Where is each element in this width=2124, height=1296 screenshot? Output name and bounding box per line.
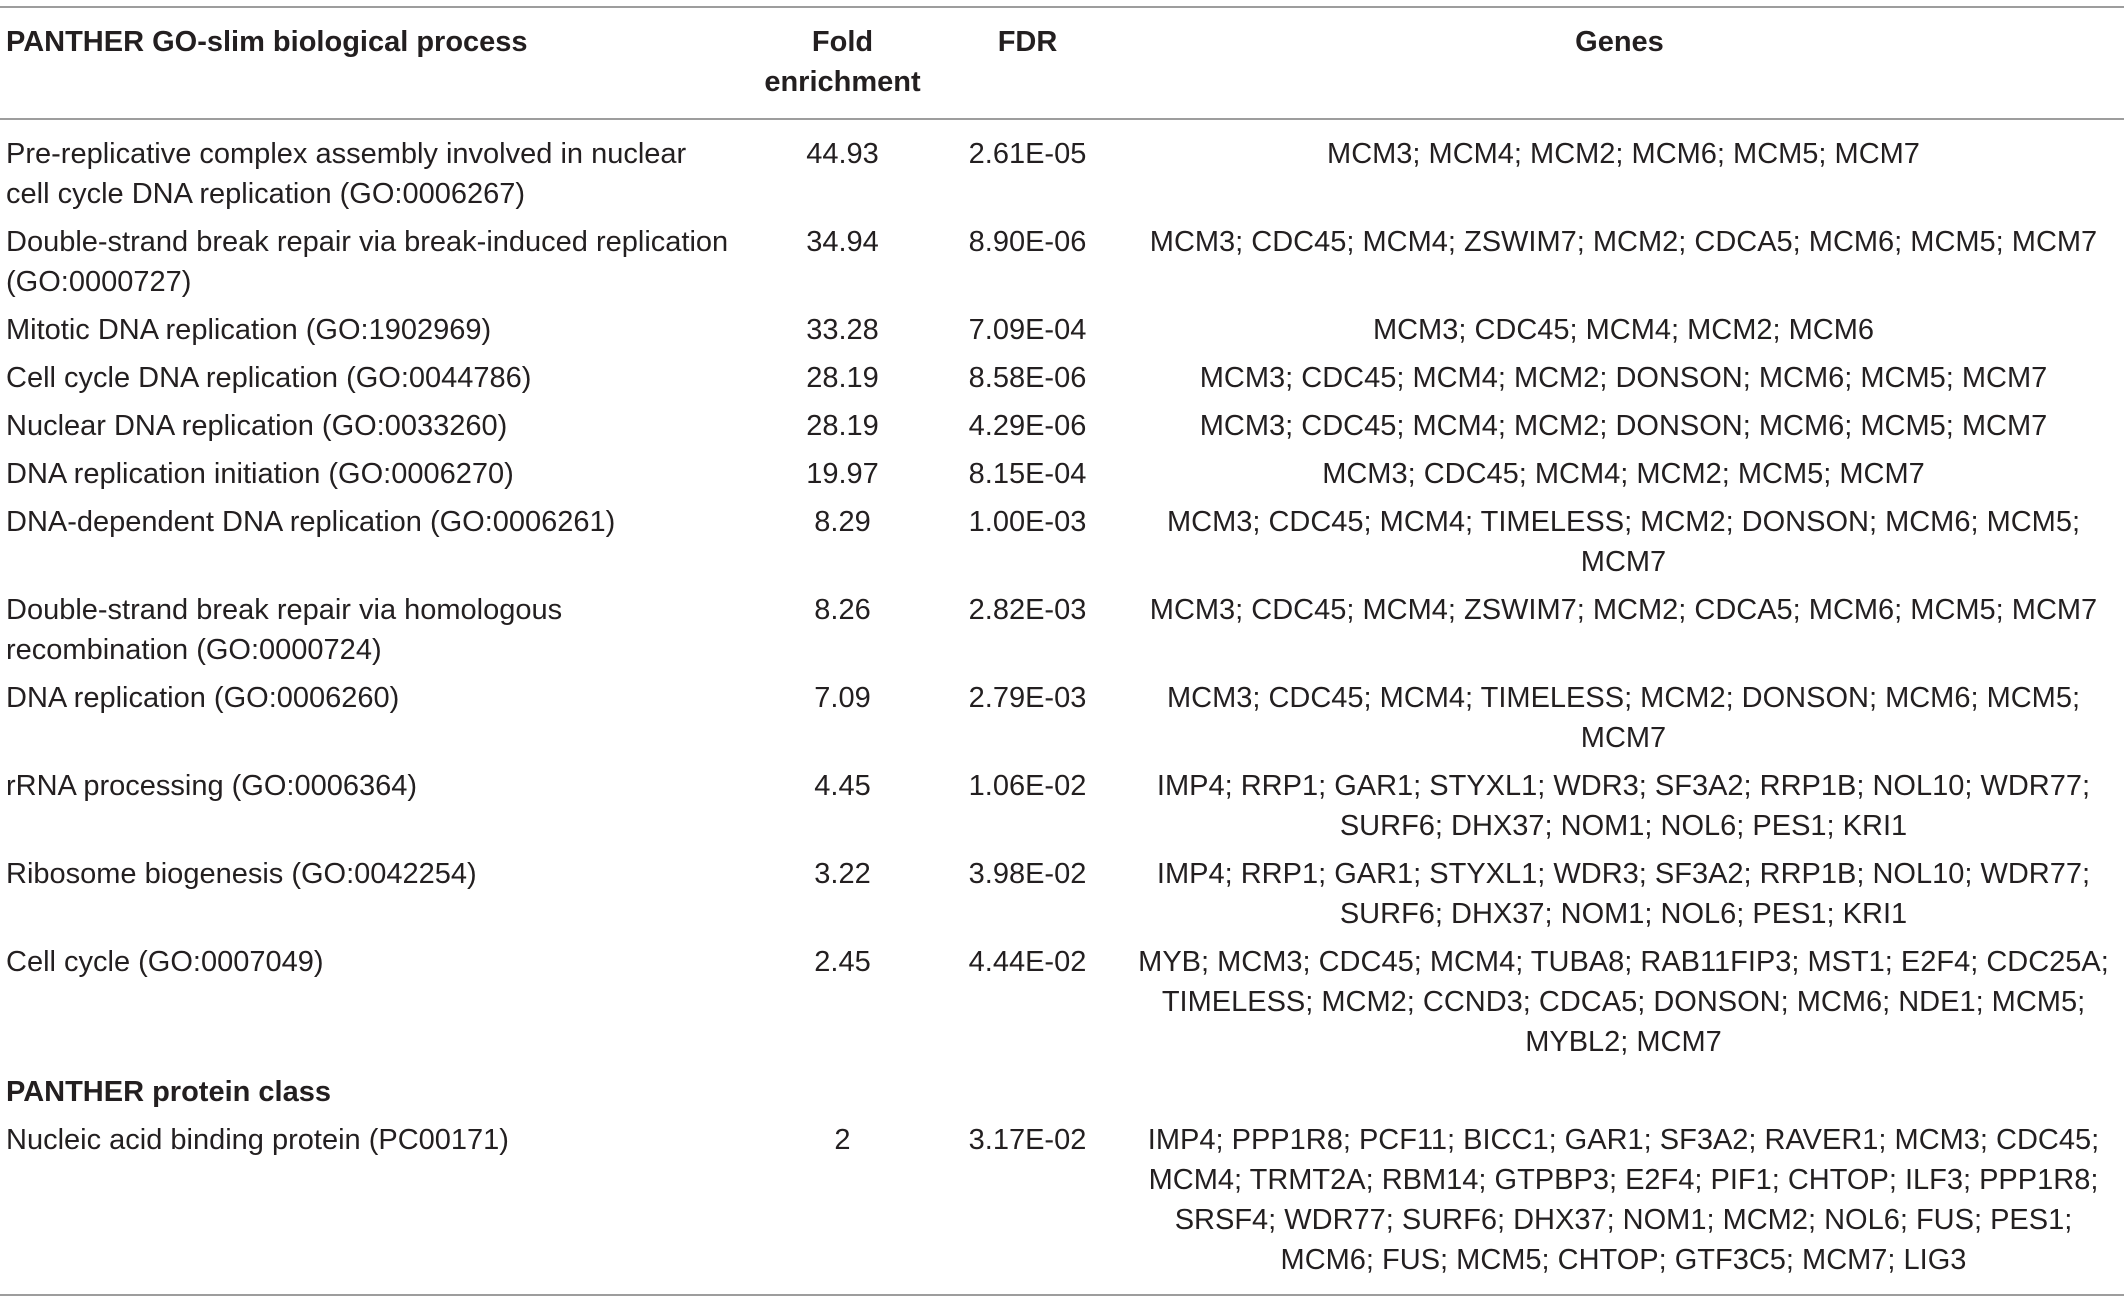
fold-cell: 33.28 xyxy=(806,314,879,346)
protein-class-section-title: PANTHER protein class xyxy=(6,1076,331,1108)
process-cell: Ribosome biogenesis (GO:0042254) xyxy=(6,858,477,890)
table-row xyxy=(0,218,2124,306)
table-row xyxy=(0,1116,2124,1295)
fdr-cell: 1.00E-03 xyxy=(968,506,1087,538)
genes-cell: MYB; MCM3; CDC45; MCM4; TUBA8; RAB11FIP3; MST1; E2F4; CDC25A; TIMELESS; MCM2; CCND3; CDCA5; DONSON; MCM6; NDE1; MCM5; MYBL2; MCM7 xyxy=(1138,946,2109,1058)
fold-cell: 28.19 xyxy=(806,410,879,442)
genes-cell: MCM3; CDC45; MCM4; MCM2; DONSON; MCM6; MCM5; MCM7 xyxy=(1199,362,2048,394)
process-cell: Mitotic DNA replication (GO:1902969) xyxy=(6,314,492,346)
section-header-row xyxy=(0,1066,2124,1116)
fdr-cell: 3.17E-02 xyxy=(940,1116,1115,1295)
table-header xyxy=(0,7,2124,119)
fdr-cell: 3.98E-02 xyxy=(968,858,1087,890)
fold-cell: 3.22 xyxy=(814,858,871,890)
fold-cell: 34.94 xyxy=(806,226,879,258)
process-cell: Pre-replicative complex assembly involved in nuclear cell cycle DNA replication (GO:0006267) xyxy=(6,138,687,210)
genes-cell: MCM3; MCM4; MCM2; MCM6; MCM5; MCM7 xyxy=(1327,138,1920,170)
process-cell: rRNA processing (GO:0006364) xyxy=(6,770,418,802)
enrichment-table xyxy=(0,6,2124,1296)
table-row xyxy=(0,119,2124,218)
process-cell: Double-strand break repair via homologous recombination (GO:0000724) xyxy=(6,594,563,666)
process-cell: Cell cycle (GO:0007049) xyxy=(6,946,324,978)
header-fold-line2: enrichment xyxy=(764,66,921,98)
fold-cell: 19.97 xyxy=(806,458,879,490)
process-cell: DNA replication initiation (GO:0006270) xyxy=(6,458,514,490)
fold-cell: 28.19 xyxy=(806,362,879,394)
fold-cell: 44.93 xyxy=(806,138,879,170)
genes-cell: MCM3; CDC45; MCM4; ZSWIM7; MCM2; CDCA5; MCM6; MCM5; MCM7 xyxy=(1149,226,2098,258)
fdr-cell: 2.61E-05 xyxy=(968,138,1087,170)
genes-cell: IMP4; RRP1; GAR1; STYXL1; WDR3; SF3A2; RRP1B; NOL10; WDR77; SURF6; DHX37; NOM1; NOL6; PES1; KRI1 xyxy=(1156,770,2091,842)
process-cell: Double-strand break repair via break-induced replication (GO:0000727) xyxy=(6,226,729,298)
header-fold-enrichment xyxy=(745,7,940,119)
genes-cell: MCM3; CDC45; MCM4; MCM2; MCM6 xyxy=(1372,314,1875,346)
table-row xyxy=(0,354,2124,402)
fdr-cell: 4.29E-06 xyxy=(968,410,1087,442)
header-fold-line1: Fold xyxy=(811,26,874,58)
process-cell: DNA-dependent DNA replication (GO:0006261) xyxy=(6,506,616,538)
genes-cell: IMP4; RRP1; GAR1; STYXL1; WDR3; SF3A2; RRP1B; NOL10; WDR77; SURF6; DHX37; NOM1; NOL6; PES1; KRI1 xyxy=(1156,858,2091,930)
table-row xyxy=(0,850,2124,938)
fold-cell: 8.26 xyxy=(814,594,871,626)
table-row xyxy=(0,498,2124,586)
fdr-cell: 4.44E-02 xyxy=(968,946,1087,978)
header-row xyxy=(0,7,2124,119)
header-fdr: FDR xyxy=(940,7,1115,119)
table-row xyxy=(0,586,2124,674)
fdr-cell: 8.15E-04 xyxy=(968,458,1087,490)
process-cell: Cell cycle DNA replication (GO:0044786) xyxy=(6,362,532,394)
table-row xyxy=(0,674,2124,762)
fdr-cell: 2.79E-03 xyxy=(968,682,1087,714)
fdr-cell: 2.82E-03 xyxy=(968,594,1087,626)
table-row xyxy=(0,402,2124,450)
process-cell: Nuclear DNA replication (GO:0033260) xyxy=(6,410,508,442)
fold-cell: 8.29 xyxy=(814,506,871,538)
genes-cell: IMP4; PPP1R8; PCF11; BICC1; GAR1; SF3A2; RAVER1; MCM3; CDC45; MCM4; TRMT2A; RBM14; GTPBP3; E2F4; PIF1; CHTOP; ILF3; PPP1R8; SRSF4; WDR77; SURF6; DHX37; NOM1; MCM2; NOL6; FUS; PES1; MCM6; FUS; MCM5; CHTOP; GTF3C5; MCM7; LIG3 xyxy=(1115,1116,2124,1295)
genes-cell: MCM3; CDC45; MCM4; MCM2; DONSON; MCM6; MCM5; MCM7 xyxy=(1199,410,2048,442)
fold-cell: 7.09 xyxy=(814,682,871,714)
fold-cell: 4.45 xyxy=(814,770,871,802)
table-row xyxy=(0,762,2124,850)
table-row xyxy=(0,450,2124,498)
fdr-cell: 8.58E-06 xyxy=(968,362,1087,394)
genes-cell: MCM3; CDC45; MCM4; ZSWIM7; MCM2; CDCA5; MCM6; MCM5; MCM7 xyxy=(1149,594,2098,626)
fold-cell: 2.45 xyxy=(814,946,871,978)
table-row xyxy=(0,306,2124,354)
process-cell: Nucleic acid binding protein (PC00171) xyxy=(0,1116,745,1295)
genes-cell: MCM3; CDC45; MCM4; TIMELESS; MCM2; DONSON; MCM6; MCM5; MCM7 xyxy=(1166,506,2081,578)
fdr-cell: 7.09E-04 xyxy=(968,314,1087,346)
genes-cell: MCM3; CDC45; MCM4; MCM2; MCM5; MCM7 xyxy=(1322,458,1925,490)
fold-cell: 2 xyxy=(745,1116,940,1295)
table-body xyxy=(0,119,2124,1295)
header-genes: Genes xyxy=(1115,7,2124,119)
fdr-cell: 8.90E-06 xyxy=(968,226,1087,258)
fdr-cell: 1.06E-02 xyxy=(968,770,1087,802)
table-row xyxy=(0,938,2124,1066)
genes-cell: MCM3; CDC45; MCM4; TIMELESS; MCM2; DONSON; MCM6; MCM5; MCM7 xyxy=(1166,682,2081,754)
process-cell: DNA replication (GO:0006260) xyxy=(6,682,400,714)
header-process: PANTHER GO-slim biological process xyxy=(0,7,745,119)
